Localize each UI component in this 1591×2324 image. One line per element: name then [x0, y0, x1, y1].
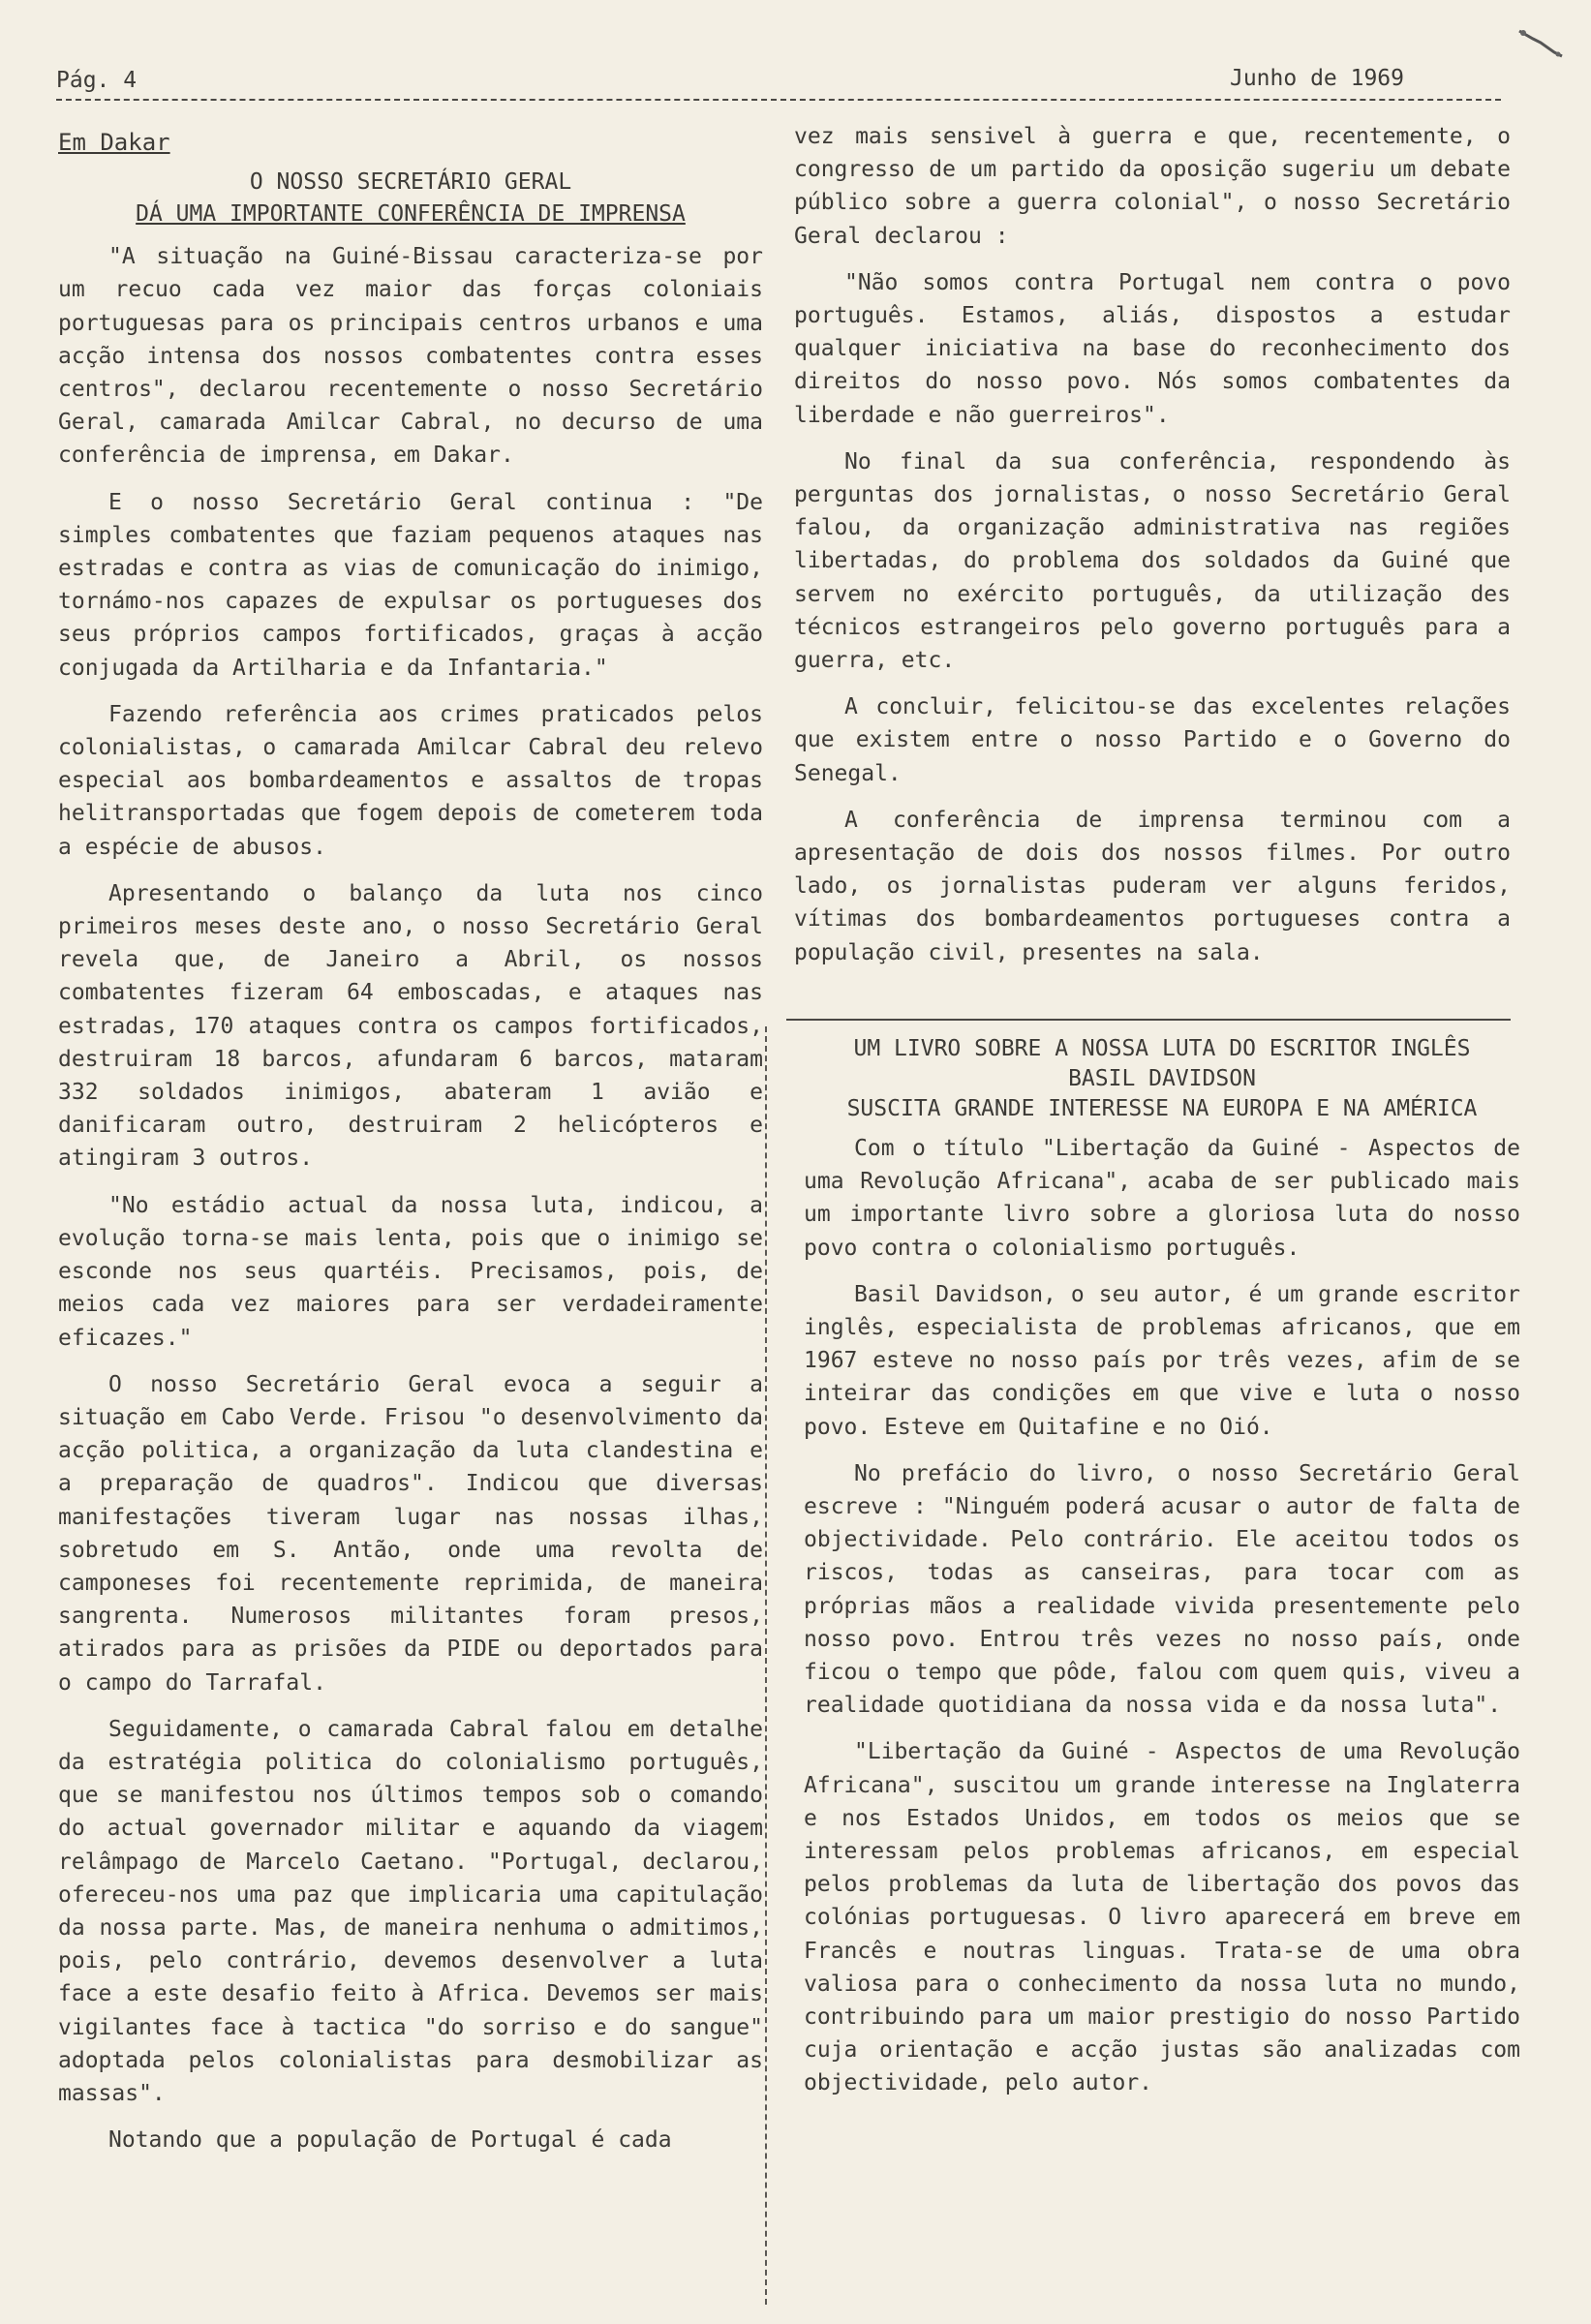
- article-paragraph: "No estádio actual da nossa luta, indicou, a evolução torna-se mais lenta, pois que o inimigo se esconde nos seus quartéis. Precisamos, pois, de meios cada vez maiores para ser verdadeiramente eficazes.": [58, 1192, 763, 1351]
- article-paragraph: Com o título "Libertação da Guiné - Aspectos de uma Revolução Africana", acaba de ser publicado mais um importante livro sobre a gloriosa luta do nosso povo contra o colonialismo português.: [804, 1136, 1520, 1261]
- article-paragraph: "A situação na Guiné-Bissau caracteriza-se por um recuo cada vez maior das forças coloniais portuguesas para os principais centros urbanos e uma acção intensa dos nossos combatentes contra esses centros", declarou recentemente o nosso Secretário Geral, camarada Amilcar Cabral, no decurso de uma conferência de imprensa, em Dakar.: [58, 244, 763, 469]
- headline-line-3: SUSCITA GRANDE INTERESSE NA EUROPA E NA AMÉRICA: [846, 1096, 1478, 1121]
- article-paragraph: O nosso Secretário Geral evoca a seguir a situação em Cabo Verde. Frisou "o desenvolvimento da acção politica, a organização da luta clandestina e a preparação de quadros". Indicou que diversas manifestações tiveram lugar nas nossas ilhas, sobretudo em S. Antão, onde uma revolta de camponeses foi recentemente reprimida, de maneira sangrenta. Numerosos militantes foram presos, atirados para as prisões da PIDE ou deportados para o campo do Tarrafal.: [58, 1371, 763, 1696]
- book-article-box: [786, 1019, 1520, 2270]
- page-number: Pág. 4: [56, 68, 138, 93]
- article-paragraph: Apresentando o balanço da luta nos cinco primeiros meses deste ano, o nosso Secretário Geral revela que, de Janeiro a Abril, os nossos combatentes fizeram 64 emboscadas, e ataques nas estradas, 170 ataques contra os campos fortificados, destruiram 18 barcos, afundaram 6 barcos, mataram 332 soldados inimigos, abateram 1 avião e danificaram outro, destruiram 2 helicópteros e atingiram 3 outros.: [58, 880, 763, 1172]
- article-headline: [58, 167, 763, 230]
- article-kicker: Em Dakar: [58, 129, 170, 156]
- article-paragraph: "Não somos contra Portugal nem contra o povo português. Estamos, aliás, dispostos a estudar qualquer iniciativa na base do reconhecimento dos direitos do nosso povo. Nós somos combatentes da liberdade e não guerreiros".: [794, 269, 1511, 428]
- column-divider: [765, 1026, 767, 2305]
- ink-smudge-mark: [1512, 14, 1570, 72]
- left-column: [58, 126, 763, 2156]
- article-paragraph: No prefácio do livro, o nosso Secretário Geral escreve : "Ninguém poderá acusar o autor de falta de objectividade. Pelo contrário. Ele aceitou todos os riscos, todas as canseiras, para tocar com as próprias mãos a realidade vivida presentemente pelo nosso povo. Entrou três vezes no nosso país, onde ficou o tempo que pôde, falou com quem quis, viveu a realidade quotidiana da nossa vida e da nossa luta".: [804, 1460, 1520, 1719]
- article-paragraph: "Libertação da Guiné - Aspectos de uma Revolução Africana", suscitou um grande interesse na Inglaterra e nos Estados Unidos, em todos os meios que se interessam pelos problemas africanos, em especial pelos problemas da luta de libertação dos povos das colónias portuguesas. O livro aparecerá em breve em Francês e noutras linguas. Trata-se de uma obra valiosa para o conhecimento da nossa luta no mundo, contribuindo para um maior prestigio do nosso Partido cuja orientação e acção justas são analizadas com objectividade, pelo autor.: [804, 1739, 1520, 2096]
- article-paragraph: vez mais sensivel à guerra e que, recentemente, o congresso de um partido da oposição sugeriu um debate público sobre a guerra colonial", o nosso Secretário Geral declarou :: [794, 124, 1511, 249]
- article-paragraph: E o nosso Secretário Geral continua : "De simples combatentes que faziam pequenos ataques nas estradas e contra as vias de comunicação do inimigo, tornámo-nos capazes de expulsar os portugueses dos seus próprios campos fortificados, graças à acção conjugada da Artilharia e da Infantaria.": [58, 489, 763, 681]
- article-paragraph: No final da sua conferência, respondendo às perguntas dos jornalistas, o nosso Secretário Geral falou, da organização administrativa nas regiões libertadas, do problema dos soldados da Guiné que servem no exército português, da utilização des técnicos estrangeiros pelo governo português para a guerra, etc.: [794, 448, 1511, 674]
- headline-line-2: DÁ UMA IMPORTANTE CONFERÊNCIA DE IMPRENSA: [136, 201, 686, 228]
- article-paragraph: Seguidamente, o camarada Cabral falou em detalhe da estratégia politica do colonialismo português, que se manifestou nos últimos tempos sob o comando do actual governador militar e aquando da viagem relâmpago de Marcelo Caetano. "Portugal, declarou, ofereceu-nos uma paz que implicaria uma capitulação da nossa parte. Mas, de maneira nenhuma o admitimos, pois, pelo contrário, devemos desenvolver a luta face a este desafio feito à Africa. Devemos ser mais vigilantes face à tactica "do sorriso e do sangue" adoptada pelos colonialistas para desmobilizar as massas".: [58, 1716, 763, 2106]
- article-paragraph: Fazendo referência aos crimes praticados pelos colonialistas, o camarada Amilcar Cabral deu relevo especial aos bombardeamentos e assaltos de tropas helitransportadas que fogem depois de cometerem toda a espécie de abusos.: [58, 701, 763, 860]
- headline-line-2: BASIL DAVIDSON: [1068, 1066, 1256, 1091]
- right-column: [794, 120, 1511, 969]
- article-paragraph: Notando que a população de Portugal é cada: [108, 2127, 672, 2154]
- headline-line-1: UM LIVRO SOBRE A NOSSA LUTA DO ESCRITOR INGLÊS: [853, 1036, 1471, 1061]
- page-header: [56, 66, 1501, 101]
- article-paragraph: A concluir, felicitou-se das excelentes relações que existem entre o nosso Partido e o Governo do Senegal.: [794, 694, 1511, 786]
- article-paragraph: Basil Davidson, o seu autor, é um grande escritor inglês, especialista de problemas africanos, que em 1967 esteve no nosso país por três vezes, afim de se inteirar das condições em que vive e luta o nosso povo. Esteve em Quitafine e no Oió.: [804, 1281, 1520, 1440]
- book-article-headline: [804, 1034, 1520, 1124]
- article-paragraph: A conferência de imprensa terminou com a apresentação de dois dos nossos filmes. Por outro lado, os jornalistas puderam ver alguns feridos, vítimas dos bombardeamentos portugueses contra a população civil, presentes na sala.: [794, 807, 1511, 965]
- issue-date: Junho de 1969: [1229, 66, 1404, 91]
- headline-line-1: O NOSSO SECRETÁRIO GERAL: [249, 169, 572, 196]
- book-article: [804, 1034, 1520, 2114]
